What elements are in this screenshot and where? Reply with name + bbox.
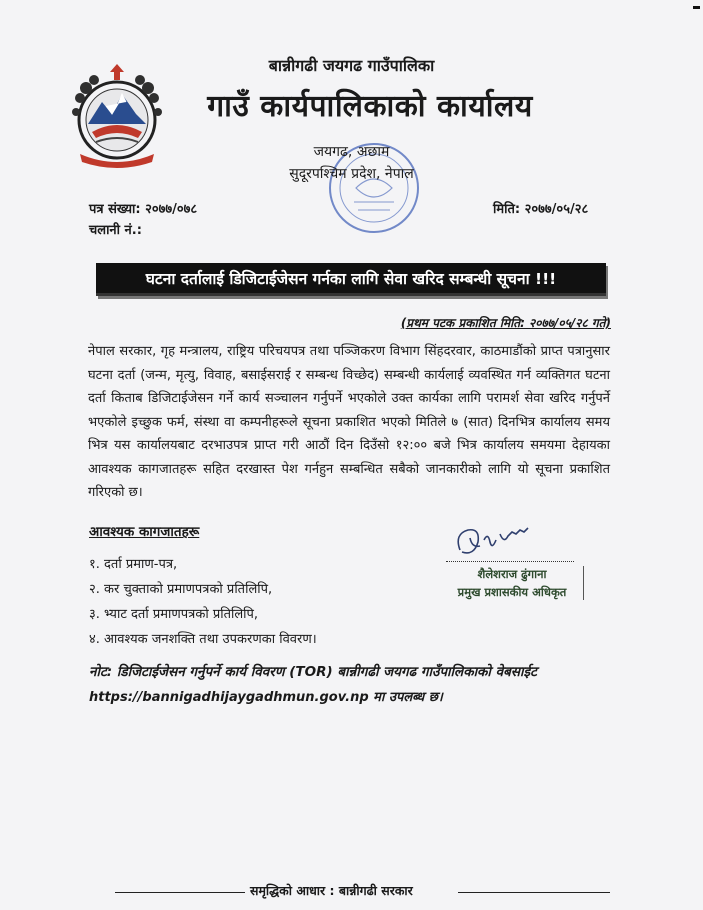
signatory-name: शैलेशराज ढुंगाना [477, 567, 547, 581]
note-line-1: नोट: डिजिटाईजेसन गर्नुपर्ने कार्य विवरण (TOR) बान्नीगढी जयगढ गाउँपालिकाको वेबसाईट [89, 664, 537, 680]
documents-list [89, 552, 317, 652]
footer-rule-left [115, 892, 245, 893]
office-title: गाउँ कार्यपालिकाको कार्यालय [207, 89, 533, 124]
signature-divider [583, 566, 584, 600]
notice-title-banner [96, 263, 606, 296]
notice-body: नेपाल सरकार, गृह मन्त्रालय, राष्ट्रिय परिचयपत्र तथा पञ्जिकरण विभाग सिंहदरवार, काठमाडौंको प्राप्त पत्रानुसार घटना दर्ता (जन्म, मृत्यु, विवाह, बसाईसराई र सम्बन्ध विच्छेद) सम्बन्धी कार्यलाई व्यवस्थित गर्न व्यक्तिगत घटना दर्ता किताब डिजिटाईजेसन गर्ने कार्य सञ्चालन गर्नुपर्ने भएकोले उक्त कार्यका लागि परामर्श सेवा खरिद गर्नुपर्ने भएकोले इच्छुक फर्म, संस्था वा कम्पनीहरूले सूचना प्रकाशित भएको मितिले ७ (सात) दिनभित्र कार्यालय समय भित्र यस कार्यालयबाट दरभाउपत्र प्राप्त गरी आठौं दिन दिउँसो १२:०० बजे भित्र कार्यालय समयमा देहायका आवश्यक कागजातहरू सहित दरखास्त पेश गर्नहुन सम्बन्धित सबैको जानकारीको लागि यो सूचना प्रकाशित गरिएको छ। [88, 344, 610, 500]
scan-edge-mark [693, 6, 700, 9]
note-line-2: https://bannigadhijaygadhmun.gov.np मा उपलब्ध छ। [89, 690, 443, 705]
list-item: ३. भ्याट दर्ता प्रमाणपत्रको प्रतिलिपि, [89, 607, 259, 622]
footer-slogan: समृद्धिको आधार : बान्नीगढी सरकार [250, 883, 413, 898]
municipality-name: बान्नीगढी जयगढ गाउँपालिका [268, 56, 435, 75]
address-line-1: जयगढ, अछाम [313, 144, 390, 160]
published-date: (प्रथम पटक प्रकाशित मिति: २०७७/०५/२८ गते) [400, 316, 611, 330]
list-item: १. दर्ता प्रमाण-पत्र, [89, 557, 178, 572]
documents-heading: आवश्यक कागजातहरू [89, 524, 200, 540]
signatory-title: प्रमुख प्रशासकीय अधिकृत [457, 585, 567, 599]
signature-line [446, 561, 574, 562]
handwritten-signature [450, 520, 560, 564]
address-line-2: सुदूरपश्चिम प्रदेश, नेपाल [289, 166, 414, 182]
letter-date: मिति: २०७७/०५/२८ [493, 202, 589, 217]
notice-title: घटना दर्तालाई डिजिटाईजेसन गर्नका लागि सेवा खरिद सम्बन्धी सूचना !!! [145, 270, 557, 288]
letter-number: पत्र संख्या: २०७७/०७८ [89, 202, 198, 217]
footer-rule-right [458, 892, 610, 893]
list-item: ४. आवश्यक जनशक्ति तथा उपकरणका विवरण। [89, 632, 317, 647]
dispatch-number: चलानी नं.: [89, 223, 142, 238]
list-item: २. कर चुक्ताको प्रमाणपत्रको प्रतिलिपि, [89, 582, 273, 597]
